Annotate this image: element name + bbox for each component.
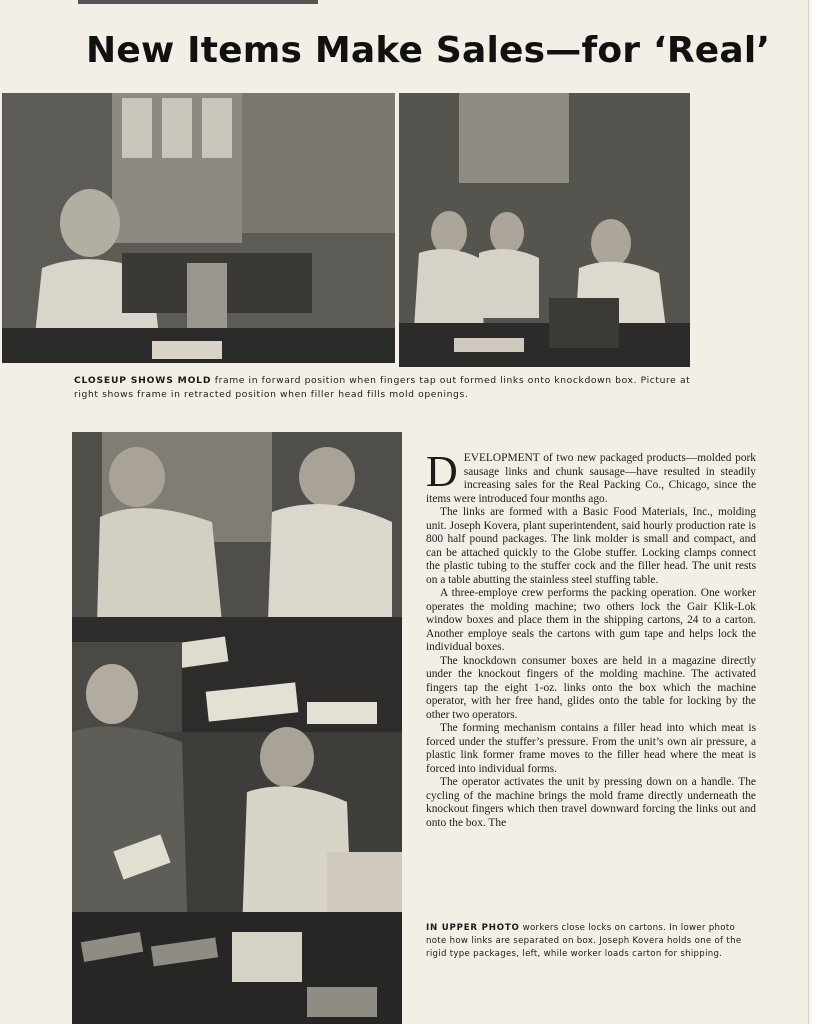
article-paragraph-1-text: EVELOPMENT of two new packaged products—molded pork sausage links and chunk sausage—have resulted in steadily increasing sales for the Real Packing Co., Chicago, since the items were introduced four months ago. [426,452,756,505]
bottom-caption-text: workers close locks on cartons. In lower photo note how links are separated on box. Joseph Kovera holds one of the rigid type packages, left, while worker loads carton for shipping. [426,923,742,959]
top-caption-lead: CLOSEUP SHOWS MOLD [74,375,212,386]
article-dropcap: D [426,447,458,496]
article-paragraph-6: The operator activates the unit by pressing down on a handle. The cycling of the machine brings the mold frame directly underneath the knockout fingers which then travel downward forcing the links out and onto the box. The [426,776,756,829]
photo-lower-composite [72,432,402,1024]
article-body [426,447,756,830]
photo-molding-machine-closeup [2,93,395,363]
photo-three-women-packing [399,93,690,367]
article-paragraph-4: The knockdown consumer boxes are held in a magazine directly under the knockout fingers of the molding machine. The activated fingers tap the eight 1-oz. links onto the box which the machine operator, with her free hand, glides onto the table for locking by the other two operators. [426,654,756,721]
bottom-caption-lead: IN UPPER PHOTO [426,923,520,933]
photo-three-women-packing-art [399,93,690,367]
photo-lower-composite-art [72,432,402,1024]
article-paragraph-3: A three-employe crew performs the packing operation. One worker operates the molding machine; two others lock the Gair Klik-Lok window boxes and place them in the shipping cartons, 24 to a carton. Another employe seals the cartons with gum tape and helps lock the individual boxes. [426,587,756,653]
headline: New Items Make Sales—for ‘Real’ [86,30,771,71]
bottom-photo-caption [426,922,758,961]
article-paragraph-5: The forming mechanism contains a filler head into which meat is forced under the stuffer’s pressure. From the unit’s own air pressure, a plastic link former frame moves to the filler head where the meat is forced into individual forms. [426,722,756,775]
photo-molding-machine-closeup-art [2,93,395,363]
article-paragraph-2: The links are formed with a Basic Food Materials, Inc., molding unit. Joseph Kovera, plant superintendent, said hourly production rate is 800 half pound packages. The link molder is small and compact, and can be attached quickly to the Globe stuffer. Locking clamps connect the plastic tubing to the stuffer cock and the filler head. The unit rests on a table abutting the stainless steel stuffing table. [426,506,756,586]
top-rule [78,0,318,4]
article-paragraph-1 [426,447,756,506]
top-photo-caption [74,374,694,402]
top-caption-text: frame in forward position when fingers tap out formed links onto knockdown box. Picture at right shows frame in retracted position when filler head fills mold openings. [74,375,691,400]
